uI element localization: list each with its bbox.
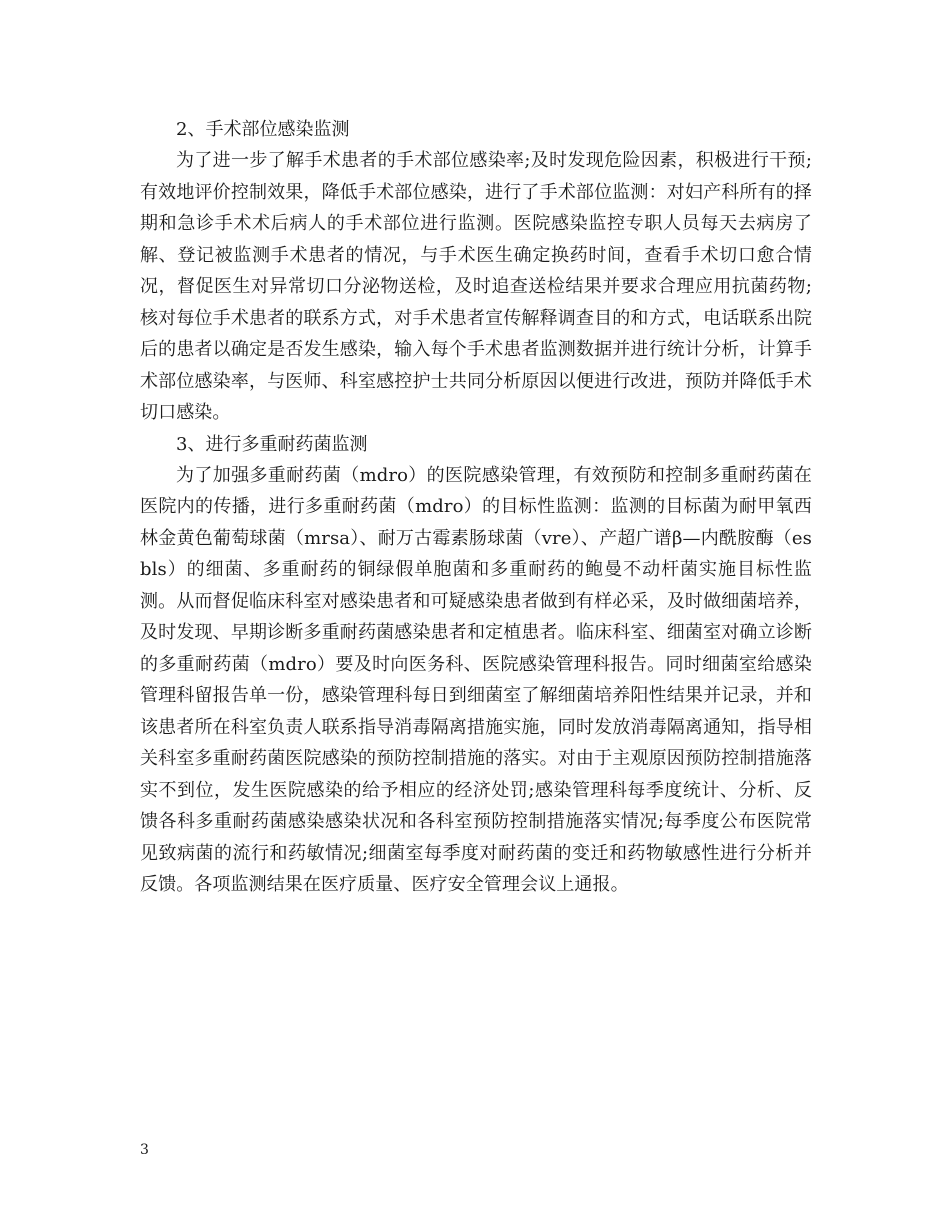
page-number: 3 bbox=[140, 1142, 149, 1158]
section-paragraph-mdro-monitoring: 为了加强多重耐药菌（mdro）的医院感染管理，有效预防和控制多重耐药菌在医院内的传播，进行多重耐药菌（mdro）的目标性监测：监测的目标菌为耐甲氧西林金黄色葡萄球菌（mrsa）、耐万古霉素肠球菌（vre）、产超广谱β—内酰胺酶（esbls）的细菌、多重耐药的铜绿假单胞菌和多重耐药的鲍曼不动杆菌实施目标性监测。从而督促临床科室对感染患者和可疑感染患者做到有样必采，及时做细菌培养，及时发现、早期诊断多重耐药菌感染患者和定植患者。临床科室、细菌室对确立诊断的多重耐药菌（mdro）要及时向医务科、医院感染管理科报告。同时细菌室给感染管理科留报告单一份，感染管理科每日到细菌室了解细菌培养阳性结果并记录，并和该患者所在科室负责人联系指导消毒隔离措施实施，同时发放消毒隔离通知，指导相关科室多重耐药菌医院感染的预防控制措施的落实。对由于主观原因预防控制措施落实不到位，发生医院感染的给予相应的经济处罚;感染管理科每季度统计、分析、反馈各科多重耐药菌感染感染状况和各科室预防控制措施落实情况;每季度公布医院常见致病菌的流行和药敏情况;细菌室每季度对耐药菌的变迁和药物敏感性进行分析并反馈。各项监测结果在医疗质量、医疗安全管理会议上通报。 bbox=[140, 464, 812, 895]
document-body bbox=[140, 114, 812, 901]
section-heading-surgical-site-infection: 2、手术部位感染监测 bbox=[176, 119, 350, 140]
section-heading-mdro-monitoring: 3、进行多重耐药菌监测 bbox=[176, 433, 368, 455]
section-paragraph-surgical-site-infection: 为了进一步了解手术患者的手术部位感染率;及时发现危险因素，积极进行干预;有效地评价控制效果，降低手术部位感染，进行了手术部位监测：对妇产科所有的择期和急诊手术术后病人的手术部位进行监测。医院感染监控专职人员每天去病房了解、登记被监测手术患者的情况，与手术医生确定换药时间，查看手术切口愈合情况，督促医生对异常切口分泌物送检，及时追查送检结果并要求合理应用抗菌药物;核对每位手术患者的联系方式，对手术患者宣传解释调查目的和方式，电话联系出院后的患者以确定是否发生感染，输入每个手术患者监测数据并进行统计分析，计算手术部位感染率，与医师、科室感控护士共同分析原因以便进行改进，预防并降低手术切口感染。 bbox=[140, 150, 812, 423]
